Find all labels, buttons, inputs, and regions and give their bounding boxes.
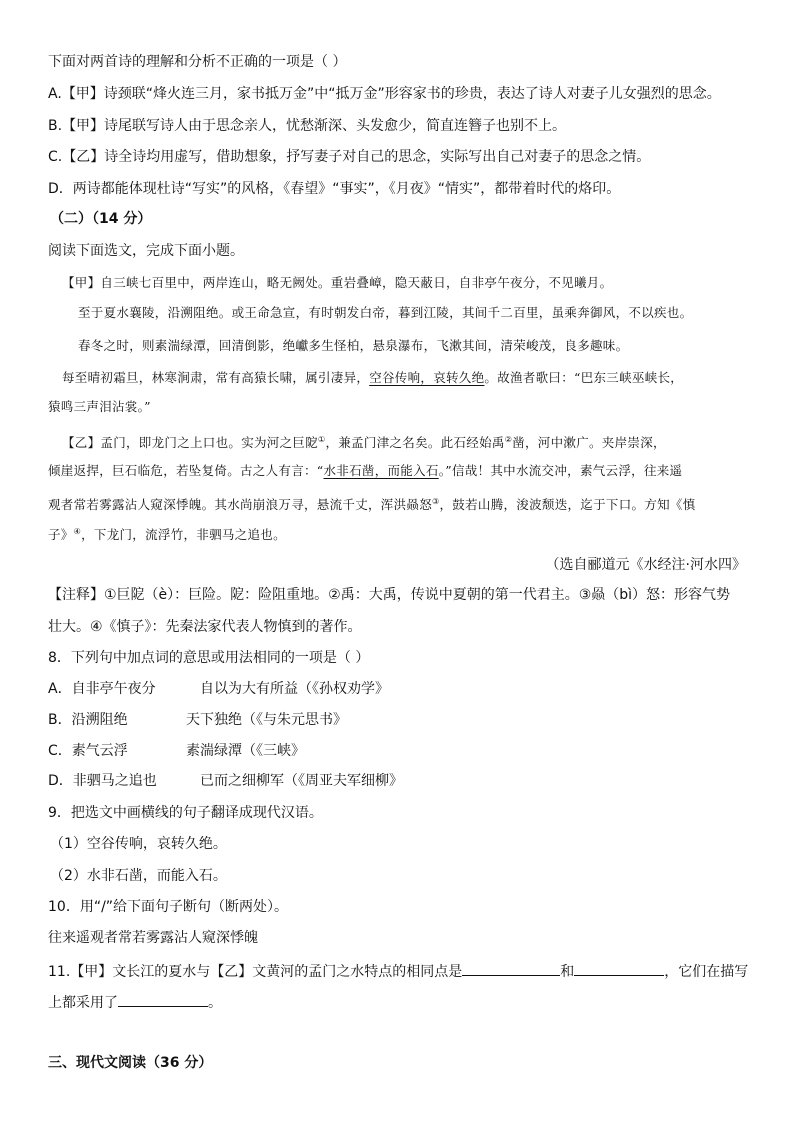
passage-jia-p4-b: 。故渔者歌曰：“巴东三峡巫峡长，: [484, 370, 684, 385]
answer-blank-3[interactable]: [118, 991, 208, 1007]
passage-yi-l1-b: ，兼孟门津之名矣。此石经始禹: [325, 435, 505, 451]
q7-option-b: B.【甲】诗尾联写诗人由于思念亲人，忧愁渐深、头发愈少，简直连簪子也别不上。: [48, 118, 567, 134]
underlined-sentence-1: 空谷传响，哀转久绝: [369, 370, 485, 385]
passage-source: （选自郦道元《水经注·河水四》: [545, 557, 746, 573]
q8-option-b: B．沿溯阻绝: [48, 712, 128, 728]
q8-a-right: 自以为大有所益（《孙权劝学》: [200, 681, 389, 697]
q10-stem: 10．用“/”给下面句子断句（断两处）。: [48, 899, 289, 915]
q11-text-2: 和: [560, 964, 575, 980]
answer-blank-2[interactable]: [574, 960, 664, 976]
q11-text-4: 上都采用了: [48, 995, 118, 1011]
passage-yi-l1-c: 凿，河中漱广。夹岸崇深，: [512, 435, 666, 451]
q9-sentence-2: （2）水非石凿，而能入石。: [50, 868, 227, 884]
q11-text-5: 。: [208, 995, 222, 1011]
section-3-heading: 三、现代文阅读（36 分）: [48, 1055, 213, 1071]
q8-option-c: C．素气云浮: [48, 743, 128, 759]
q8-stem: 8．下列句中加点词的意思或用法相同的一项是（ ）: [48, 650, 370, 666]
passage-jia-p4-a: 每至晴初霜旦，林寒涧肃，常有高猿长啸，属引凄异，: [62, 370, 370, 385]
passage-jia-p2: 至于夏水襄陵，沿溯阻绝。或王命急宣，有时朝发白帝，暮到江陵，其间千二百里，虽乘奔御风，不以疾也。: [78, 305, 693, 320]
q11-text-3: ，它们在描写: [664, 964, 749, 980]
notes-line-1: 【注释】①巨阸（è）：巨险。阸：险阻重地。②禹：大禹，传说中夏朝的第一代君主。③赑（bì）怒：形容气势: [48, 587, 731, 603]
answer-blank-1[interactable]: [462, 960, 560, 976]
passage-jia-p1: 【甲】自三峡七百里中，两岸连山，略无阙处。重岩叠嶂，隐天蔽日，自非亭午夜分，不见曦月。: [62, 275, 613, 290]
passage-yi-l3-b: ，鼓若山腾，浚波颓迭，迄于下口。方知《慎: [439, 497, 696, 513]
passage-yi-l4: [48, 522, 286, 545]
section-2-heading: （二）（14 分）: [50, 211, 152, 227]
note-ref-2: ②: [504, 435, 513, 444]
passage-yi-l1-a: 【乙】孟门，即龙门之上口也。实为河之巨阸: [62, 435, 319, 451]
q7-option-a: A.【甲】诗颈联“烽火连三月，家书抵万金”中“抵万金”形容家书的珍贵，表达了诗人对妻子儿女强烈的思念。: [48, 86, 721, 102]
q10-sentence: 往来遥观者常若雾露沾人窥深悸魄: [48, 930, 258, 946]
q8-a-left: A．自非亭午夜分: [48, 681, 156, 697]
passage-jia-p3: 春冬之时，则素湍绿潭，回清倒影，绝巘多生怪柏，悬泉瀑布，飞漱其间，清荣峻茂，良多趣味。: [78, 338, 629, 353]
passage-jia-p5: 猿鸣三声泪沾裳。”: [48, 399, 151, 414]
note-ref-4: ④: [73, 527, 82, 536]
passage-yi-l1: [62, 430, 666, 453]
q11-text-1: 11.【甲】文长江的夏水与【乙】文黄河的孟门之水特点的相同点是: [48, 964, 463, 980]
passage-yi-l2: [48, 461, 682, 481]
q7-option-c: C.【乙】诗全诗均用虚写，借助想象，抒写妻子对自己的思念，实际写出自己对妻子的思念之情。: [48, 149, 651, 165]
passage-jia-p4: [62, 368, 683, 388]
q11-line-2: [48, 991, 222, 1013]
passage-yi-l4-a: 子》: [48, 527, 74, 543]
passage-yi-l2-b: 。”信哉！其中水流交冲，素气云浮，往来遥: [438, 463, 683, 478]
note-ref-3: ③: [432, 497, 440, 506]
passage-yi-l3: [48, 492, 696, 515]
q8-option-d: D．非驷马之追也: [48, 773, 157, 789]
q8-d-right: 已而之细柳军（《周亚夫军细柳》: [200, 773, 403, 789]
passage-yi-l3-a: 观者常若雾露沾人窥深悸魄。其水尚崩浪万寻，悬流千丈，浑洪赑怒: [48, 497, 433, 513]
passage-yi-l2-a: 倾崖返捍，巨石临危，若坠复倚。古之人有言：“: [48, 463, 324, 478]
underlined-sentence-2: 水非石凿，而能入石: [323, 463, 439, 478]
q7-stem: 下面对两首诗的理解和分析不正确的一项是（ ）: [48, 54, 347, 70]
q11-line-1: [48, 960, 748, 982]
q9-sentence-1: （1）空谷传响，哀转久绝。: [50, 836, 227, 852]
section-2-intro: 阅读下面选文，完成下面小题。: [48, 243, 244, 259]
notes-line-2: 壮大。④《慎子》：先秦法家代表人物慎到的著作。: [48, 619, 362, 635]
q8-option-a: [48, 679, 156, 699]
q9-stem: 9．把选文中画横线的句子翻译成现代汉语。: [48, 805, 323, 821]
note-ref-1: ①: [318, 435, 326, 444]
q7-option-d: D．两诗都能体现杜诗“写实”的风格，《春望》“事实”，《月夜》“情实”，都带着时代的烙印。: [48, 181, 621, 197]
passage-yi-l4-b: ，下龙门，流浮竹，非驷马之追也。: [81, 527, 286, 543]
q8-c-right: 素湍绿潭（《三峡》: [186, 743, 305, 759]
q8-b-right: 天下独绝（《与朱元思书》: [186, 712, 347, 728]
